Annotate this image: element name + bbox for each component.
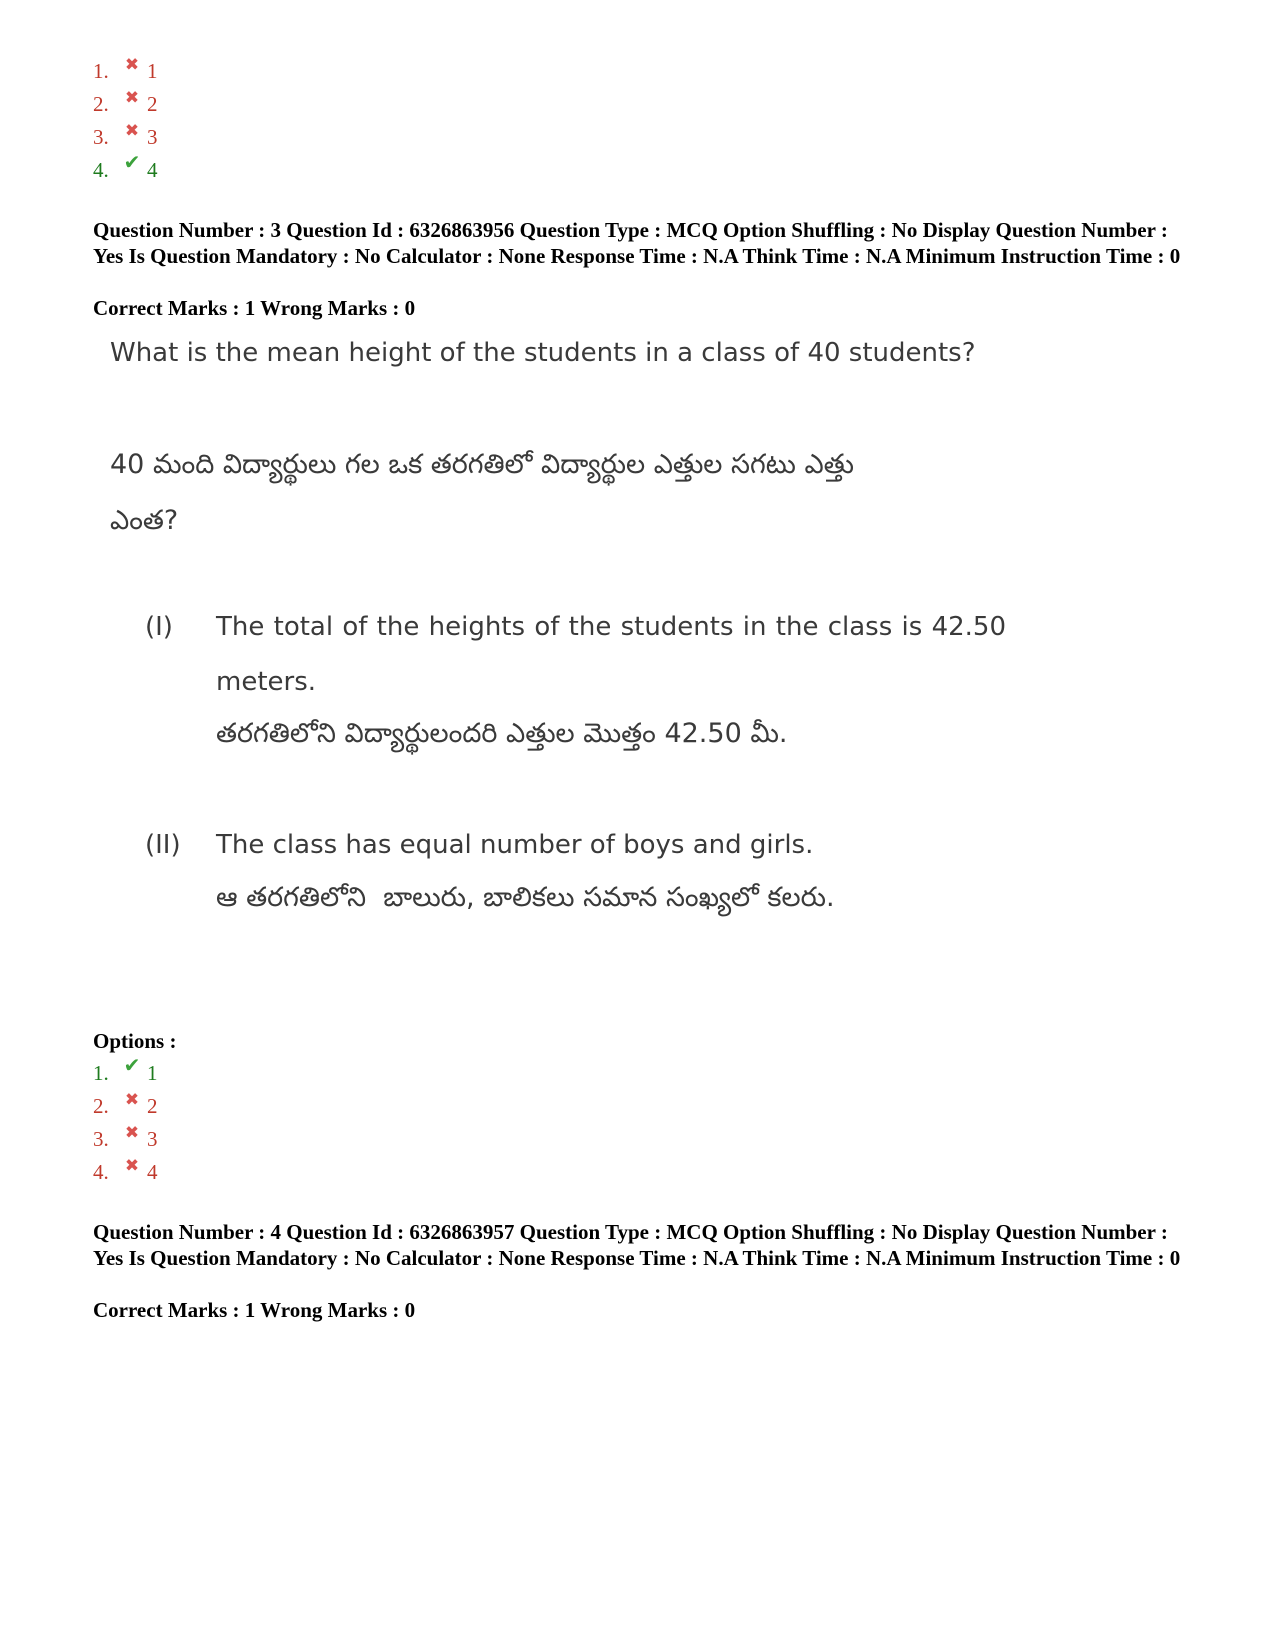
option-item [93, 1156, 158, 1189]
option-label: 2 [147, 1094, 158, 1118]
option-item [93, 154, 158, 187]
question-3-options-list [93, 1057, 158, 1189]
statement-1-english-line1: The total of the heights of the students in the class is 42.50 [216, 612, 1006, 642]
check-mark-icon: ✔ [123, 1055, 141, 1077]
options-heading: Options : [93, 1029, 177, 1053]
cross-mark-icon: ✖ [124, 55, 140, 74]
option-number: 4. [93, 158, 109, 182]
statement-2-number: (II) [145, 830, 181, 860]
check-mark-icon: ✔ [123, 152, 141, 174]
question-text-english: What is the mean height of the students in a class of 40 students? [110, 338, 976, 368]
question-4-meta: Question Number : 4 Question Id : 6326863957 Question Type : MCQ Option Shuffling : No Display Question Number : Yes Is Question Mandatory : No Calculator : None Response Time : N.A Think Time : N.A Minimum Instruction Time : 0 [93, 1220, 1181, 1270]
question-4-marks: Correct Marks : 1 Wrong Marks : 0 [93, 1298, 416, 1322]
option-label: 4 [147, 1160, 158, 1184]
question-text-telugu-line2: ఎంత? [110, 505, 179, 536]
option-number: 3. [93, 1127, 109, 1151]
option-label: 4 [147, 158, 158, 182]
cross-mark-icon: ✖ [124, 121, 140, 140]
statement-2-english: The class has equal number of boys and girls. [216, 830, 814, 860]
question-text-telugu-line1: 40 మంది విద్యార్థులు గల ఒక తరగతిలో విద్యార్థుల ఎత్తుల సగటు ఎత్తు [110, 449, 855, 480]
previous-options-list [93, 55, 158, 187]
option-label: 2 [147, 92, 158, 116]
question-3-marks: Correct Marks : 1 Wrong Marks : 0 [93, 296, 416, 320]
option-number: 1. [93, 59, 109, 83]
option-number: 1. [93, 1061, 109, 1085]
statement-2-telugu: ఆ తరగతిలోని బాలురు, బాలికలు సమాన సంఖ్యలో కలరు. [216, 882, 835, 913]
statement-1-telugu: తరగతిలోని విద్యార్థులందరి ఎత్తుల మొత్తం 42.50 మీ. [216, 718, 788, 749]
option-label: 3 [147, 1127, 158, 1151]
option-label: 1 [147, 59, 158, 83]
option-number: 2. [93, 92, 109, 116]
cross-mark-icon: ✖ [124, 1156, 140, 1175]
cross-mark-icon: ✖ [124, 1123, 140, 1142]
statement-1-english-line2: meters. [216, 667, 317, 697]
option-label: 1 [147, 1061, 158, 1085]
cross-mark-icon: ✖ [124, 1090, 140, 1109]
statement-1-number: (I) [145, 612, 173, 642]
question-3-meta: Question Number : 3 Question Id : 6326863956 Question Type : MCQ Option Shuffling : No Display Question Number : Yes Is Question Mandatory : No Calculator : None Response Time : N.A Think Time : N.A Minimum Instruction Time : 0 [93, 218, 1181, 268]
option-label: 3 [147, 125, 158, 149]
option-number: 2. [93, 1094, 109, 1118]
option-number: 3. [93, 125, 109, 149]
cross-mark-icon: ✖ [124, 88, 140, 107]
option-number: 4. [93, 1160, 109, 1184]
